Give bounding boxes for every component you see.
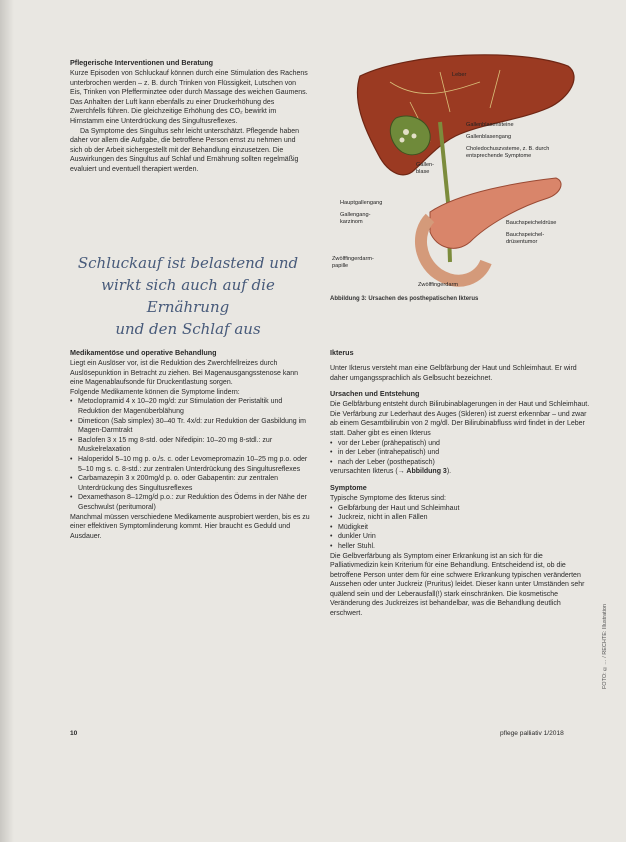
label-zwoelffingerdarm: Zwölffingerdarm [418, 282, 459, 288]
symptom-list [330, 504, 592, 552]
label-gallengangkarzinom: Gallengang- karzinom [340, 212, 371, 225]
label-papille: Zwölffingerdarm- papille [332, 256, 374, 269]
gallstone-3 [400, 138, 405, 143]
journal-footer: pflege palliativ 1/2018 [500, 730, 564, 737]
heading-ikterus: Ikterus [330, 348, 354, 357]
ikterus-type-list [330, 439, 592, 468]
pull-quote [68, 252, 308, 340]
medication-item: • Metoclopramid 4 x 10–20 mg/d: zur Stimulation der Peristaltik und Reduktion der Magenüberblähung [78, 397, 310, 416]
figure-reference-link[interactable]: → Abbildung 3 [397, 468, 447, 476]
paragraph-ikterus-intro: Unter Ikterus versteht man eine Gelbfärbung der Haut und Schleimhaut. Er wird daher umgangssprachlich als Gelbsucht bezeichnet. [330, 365, 577, 382]
medication-item: • Dexamethason 8–12mg/d p.o.: zur Reduktion des Ödems in der Nähe der Geschwulst (peritumoral) [78, 493, 310, 512]
pull-quote-line-2: wirkt sich auch auf die Ernährung [101, 276, 275, 316]
label-bauchspeicheldruese: Bauchspeicheldrüse [506, 220, 557, 226]
label-choledochus: Choledochuszvsteme, z. B. durch entsprechende Symptome [466, 146, 550, 159]
side-credit: FOTO: ©… / RECHTE: Illustration [602, 604, 608, 690]
paragraph-treatment-intro: Liegt ein Auslöser vor, ist die Reduktion des Zwerchfellreizes durch Auslösepunktion in Betracht zu ziehen. Bei Magenausgangsstenose kann eine Magenablaufsonde für Druckentlastung sorgen. [70, 360, 299, 387]
symptom-item: • Gelbfärbung der Haut und Schleimhaut [338, 504, 592, 514]
label-gallengang: Gallenblasengang [466, 134, 512, 140]
scan-edge [0, 0, 14, 842]
paragraph-causes: Die Gelbfärbung entsteht durch Bilirubinablagerungen in der Haut und Schleimhaut. Die Verfärbung zur Lederhaut des Auges (Skleren) ist zuerst erkennbar – und zwar ab einem Gesamtbilirubin von 2 mg/dl. Der Bilirubinabfluss wird findet in der Leber statt. Daher gibt es einen Ikterus [330, 401, 590, 437]
paragraph-treatment-outro: Manchmal müssen verschiedene Medikamente ausprobiert werden, bis es zu einer effektiven Symptomlinderung kommt. Hier braucht es Geduld und Ausdauer. [70, 513, 310, 540]
paragraph-interventions-2: Da Symptome des Singultus sehr leicht unterschätzt. Pflegende haben daher vor allem die Aufgabe, die betroffene Person ernst zu nehmen und sich ob der Arbeit sichergestellt mit der Behandlung einzusetzen. Die Auswirkungen des Singultus auf Schlaf und Ernährung sollten regelmäßig evaluiert und eventuell therapiert werden. [70, 127, 300, 173]
paragraph-causes-ref [330, 467, 592, 477]
symptom-item: • heller Stuhl. [338, 542, 592, 552]
pull-quote-line-1: Schluckauf ist belastend und [77, 254, 299, 272]
medication-item: • Dimeticon (Sab simplex) 30–40 Tr. 4x/d: zur Reduktion der Gasbildung im Magen-Darmtrakt [78, 417, 310, 436]
ikterus-type-item: • vor der Leber (prähepatisch) und [338, 439, 592, 449]
ikterus-type-item: • in der Leber (intrahepatisch) und [338, 448, 592, 458]
causes-ref-text: verursachten Ikterus ( [330, 468, 398, 476]
label-bauchspeicheltumor: Bauchspeichel- drüsentumor [506, 232, 545, 245]
page-number: 10 [70, 730, 78, 737]
label-hauptgallengang: Hauptgallengang [340, 200, 383, 206]
heading-causes: Ursachen und Entstehung [330, 389, 420, 399]
heading-treatment: Medikamentöse und operative Behandlung [70, 348, 217, 357]
left-top-column [70, 58, 308, 175]
gallstone-2 [412, 134, 417, 139]
label-gallenblase: Gallen- blase [416, 162, 435, 175]
medication-list [70, 397, 310, 512]
paragraph-symptoms-outro: Die Gelbverfärbung als Symptom einer Erkrankung ist an sich für die Palliativmedizin kein Kriterium für eine Behandlung. Entscheidend ist, ob die betroffene Person unter dem für eine schwere Erkrankung typischen veränderten Aussehen oder unter Juckreiz (Pruritus) leidet. Dieser kann unter Umständen sehr quälend sein und der Leberausfall(!) stark einschränken. Die kosmetische Veränderung des Juckreizes ist behandelbar, was die Behandlung deutlich erschwert. [330, 552, 585, 618]
causes-ref-end: ). [446, 468, 452, 476]
symptom-item: • Müdigkeit [338, 523, 592, 533]
pull-quote-line-3: und den Schlaf aus [115, 320, 261, 338]
ikterus-type-item: • nach der Leber (posthepatisch) [338, 458, 592, 468]
gallstone-1 [403, 129, 409, 135]
heading-interventions: Pflegerische Interventionen und Beratung [70, 58, 213, 67]
paragraph-treatment-intro-2: Folgende Medikamente können die Symptome lindern: [70, 388, 240, 396]
left-bottom-column [70, 348, 310, 541]
medication-item: • Baclofen 3 x 15 mg 8-std. oder Nifedipin: 10–20 mg 8-stdl.: zur Muskelrelaxation [78, 436, 310, 455]
heading-symptoms: Symptome [330, 482, 367, 492]
paragraph-interventions: Kurze Episoden von Schluckauf können durch eine Stimulation des Rachens unterbrochen werden – z. B. durch Trinken von Flüssigkeit, Lutschen von Eis, Trinken von Pfefferminztee oder durch Massage des weichen Gaumens. Das Anhalten der Luft kann ebenfalls zu einer Druckerhöhung des Zwerchfells führen. Die gleichzeitige Erhöhung des CO₂ bewirkt im Hirnstamm eine Unterdrückung des Singultusreflexes. [70, 70, 308, 125]
symptom-item: • dunkler Urin [338, 532, 592, 542]
symptom-item: • Juckreiz, nicht in allen Fällen [338, 513, 592, 523]
medication-item: • Haloperidol 5–10 mg p. o./s. c. oder Levomepromazin 10–25 mg p.o. oder 5–10 mg s. c. 8-std.: zur zentralen Unterdrückung des Singultusreflexes [78, 455, 310, 474]
figure-caption: Abbildung 3: Ursachen des posthepatischen Ikterus [330, 296, 479, 302]
paragraph-symptoms-intro: Typische Symptome des Ikterus sind: [330, 494, 446, 502]
label-leber: Leber [452, 72, 467, 78]
label-gallensteine: Gallenblasensteine [466, 122, 514, 128]
right-bottom-column [330, 348, 592, 619]
liver-illustration [320, 42, 590, 304]
medication-item: • Carbamazepin 3 x 200mg/d p. o. oder Gabapentin: zur zentralen Unterdrückung des Singultusreflexes [78, 474, 310, 493]
